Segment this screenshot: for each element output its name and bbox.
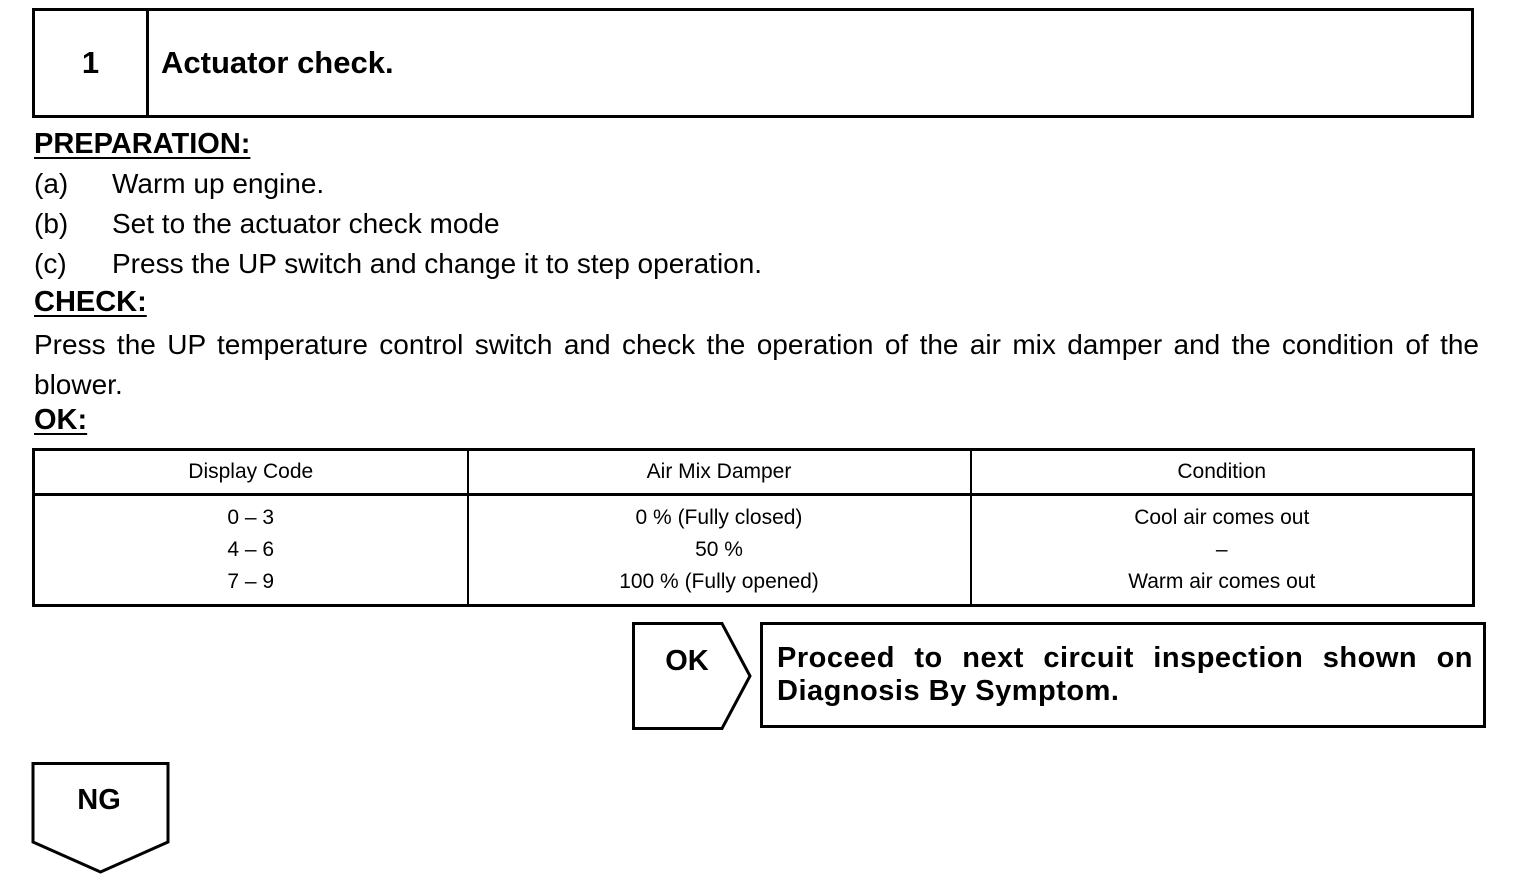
ng-branch-arrow xyxy=(30,762,172,876)
prep-item-mark: (c) xyxy=(34,248,67,279)
table-cell: 0 – 3 xyxy=(227,506,275,529)
prep-item-a xyxy=(34,168,324,200)
table-row xyxy=(34,495,1474,606)
step-header xyxy=(32,8,1474,118)
table-cell: Warm air comes out xyxy=(1128,570,1316,593)
prep-item-text: Set to the actuator check mode xyxy=(112,208,500,239)
ok-result-box xyxy=(760,622,1486,728)
table-cell: 7 – 9 xyxy=(227,570,275,593)
table-cell: 50 % xyxy=(695,538,743,561)
table-header-condition: Condition xyxy=(971,450,1474,495)
prep-item-c xyxy=(34,248,762,280)
table-cell: 100 % (Fully opened) xyxy=(619,570,819,593)
ok-branch-label: OK xyxy=(665,644,709,677)
table-cell-display-codes xyxy=(34,495,468,606)
prep-item-text: Press the UP switch and change it to step operation. xyxy=(112,248,763,279)
prep-item-b xyxy=(34,208,500,240)
prep-item-mark: (b) xyxy=(34,208,69,239)
table-cell-damper-values xyxy=(468,495,971,606)
prep-item-mark: (a) xyxy=(34,168,69,199)
table-header-air-mix-damper: Air Mix Damper xyxy=(468,450,971,495)
table-header-row xyxy=(34,450,1474,495)
table-header-display-code: Display Code xyxy=(34,450,468,495)
table-cell: – xyxy=(1215,538,1228,561)
check-heading: CHECK: xyxy=(34,286,147,318)
step-number: 1 xyxy=(35,11,149,115)
table-cell-conditions xyxy=(971,495,1474,606)
ok-heading: OK: xyxy=(34,404,88,436)
ok-branch-arrow xyxy=(632,622,754,730)
down-arrow-shape-icon xyxy=(30,762,172,876)
ok-result-text: Proceed to next circuit inspection shown on Diagnosis By Symptom. xyxy=(777,642,1473,707)
table-cell: Cool air comes out xyxy=(1134,506,1310,529)
check-text: Press the UP temperature control switch and check the operation of the air mix damper and the condition of the blower. xyxy=(34,329,1479,400)
ng-branch-label: NG xyxy=(77,784,121,816)
ok-condition-table xyxy=(32,448,1475,607)
step-title: Actuator check. xyxy=(161,45,394,80)
preparation-heading: PREPARATION: xyxy=(34,128,251,160)
table-cell: 0 % (Fully closed) xyxy=(635,506,803,529)
table-cell: 4 – 6 xyxy=(227,538,275,561)
prep-item-text: Warm up engine. xyxy=(112,168,325,199)
